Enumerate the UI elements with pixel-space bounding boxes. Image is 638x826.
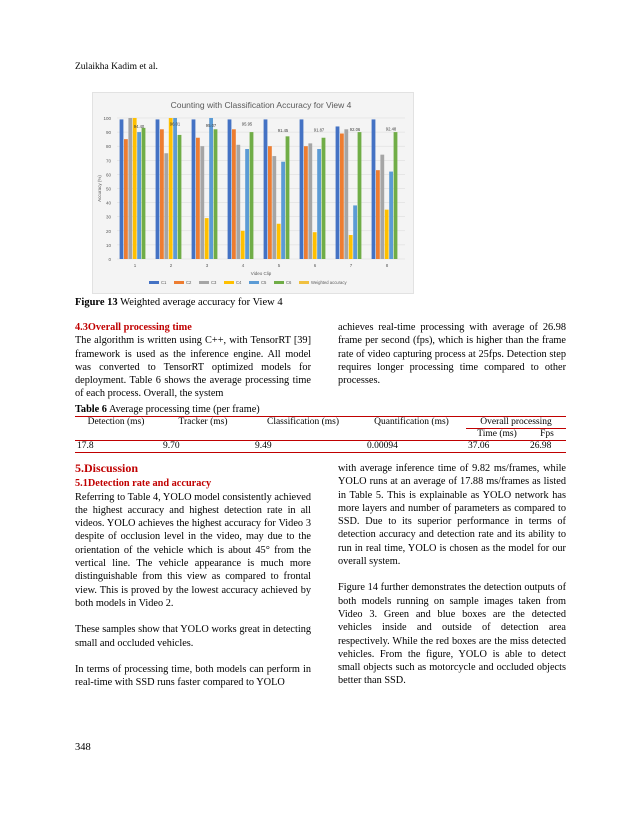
data-label: 94.40 <box>133 123 145 129</box>
bar-chart <box>93 93 413 293</box>
y-tick-label: 80 <box>105 144 111 150</box>
y-tick-label: 60 <box>105 172 111 178</box>
bar-c3 <box>200 146 204 259</box>
x-tick-label: 8 <box>385 263 389 268</box>
y-tick-label: 50 <box>105 186 111 192</box>
data-label: 95.95 <box>241 121 253 127</box>
bar-c2 <box>304 146 308 259</box>
legend-swatch <box>199 281 209 284</box>
bar-c3 <box>236 145 240 259</box>
y-tick-label: 30 <box>105 214 111 220</box>
bar-c3 <box>344 129 348 259</box>
y-tick-label: 40 <box>105 200 111 206</box>
paragraph: These samples show that YOLO works great in detecting small and occluded vehicles. <box>75 624 311 649</box>
legend-swatch <box>299 281 309 284</box>
bar-c2 <box>340 134 344 259</box>
bar-c1 <box>120 119 124 259</box>
bar-c5 <box>389 172 393 259</box>
legend-label: C6 <box>286 280 292 285</box>
bar-c6 <box>394 132 398 259</box>
bar-c4 <box>133 118 137 259</box>
bar-c2 <box>268 146 272 259</box>
legend-swatch <box>274 281 284 284</box>
y-tick-label: 0 <box>108 257 111 262</box>
table-header: Tracker (ms) <box>178 417 228 427</box>
table-header: Detection (ms) <box>87 417 145 427</box>
bar-c3 <box>164 153 168 259</box>
table-cell: 37.06 <box>468 441 490 451</box>
bar-c3 <box>272 156 276 259</box>
y-tick-label: 20 <box>105 228 111 234</box>
running-header: Zulaikha Kadim et al. <box>75 62 158 72</box>
data-label: 91.87 <box>313 127 325 133</box>
y-axis-label: Accuracy (%) <box>97 175 102 202</box>
bar-c3 <box>128 118 132 259</box>
bar-c5 <box>173 118 177 259</box>
bar-c3 <box>380 155 384 259</box>
figure-caption <box>75 297 283 308</box>
paragraph: Referring to Table 4, YOLO model consistently achieved the highest accuracy and highest detection rate in all videos. YOLO achieves the highest accuracy for Video 3 despite of occlusion level in the video, may due to the orientation of the vehicle which is about 45° from the vertical line. The vehicle appearance is much more distinguishable from this view as compared to frontal view. This is proved by the lowest accuracy achieved by both models in Video 2. <box>75 491 311 609</box>
data-label: 92.48 <box>385 126 397 132</box>
bar-c1 <box>228 119 232 259</box>
x-tick-label: 6 <box>313 263 317 268</box>
data-label: 95.07 <box>205 122 217 128</box>
paragraph: The algorithm is written using C++, with TensorRT [39] framework is used as the inference engine. All model was converted to TensorRT optimized models for deployment. Table 6 shows the average processing time of each process. Overall, the system <box>75 335 311 400</box>
paragraph: with average inference time of 9.82 ms/frames, while YOLO runs at an average of 17.88 ms/frames as listed in Table 5. This is explainable as YOLO network has more layers and number of parameters as compared to SSD. Due to its superior performance in terms of detection accuracy and detection rate and its ability to run in real time, YOLO is chosen as the model for our overall system. <box>338 463 566 568</box>
table-cell: 9.70 <box>163 441 180 451</box>
x-tick-label: 3 <box>205 263 209 268</box>
y-tick-label: 90 <box>105 130 111 136</box>
section-4-3-left <box>75 321 311 401</box>
bar-c6 <box>358 132 362 259</box>
legend-label: C3 <box>211 280 217 285</box>
bar-c1 <box>300 119 304 259</box>
paragraph: In terms of processing time, both models can perform in real-time with SSD runs faster compared to YOLO <box>75 663 311 689</box>
legend-swatch <box>249 281 259 284</box>
x-tick-label: 1 <box>133 263 137 268</box>
bar-c4 <box>277 224 281 259</box>
bar-c4 <box>241 231 245 259</box>
bar-c5 <box>209 118 213 259</box>
bar-c5 <box>317 149 321 259</box>
legend-label: Weighted accuracy <box>311 280 347 285</box>
table-caption <box>75 404 260 415</box>
processing-time-table <box>75 416 566 453</box>
bar-c4 <box>349 235 353 259</box>
section-5-left <box>75 462 311 689</box>
x-tick-label: 2 <box>169 263 173 268</box>
y-tick-label: 10 <box>105 242 111 248</box>
data-label: 96.01 <box>169 121 181 127</box>
x-tick-label: 7 <box>349 263 353 268</box>
figure-caption-text: Weighted average accuracy for View 4 <box>117 297 283 308</box>
bar-c6 <box>286 136 290 259</box>
table-cell: 0.00094 <box>367 441 398 451</box>
bar-c5 <box>245 149 249 259</box>
table-cell: 26.98 <box>530 441 552 451</box>
bar-c6 <box>142 128 146 259</box>
bar-c2 <box>376 170 380 259</box>
bar-c2 <box>160 129 164 259</box>
table-cell: 9.49 <box>255 441 272 451</box>
bar-c5 <box>353 205 357 259</box>
legend-label: C1 <box>161 280 167 285</box>
section-4-3-right <box>338 321 566 387</box>
legend-swatch <box>149 281 159 284</box>
bar-c6 <box>214 129 218 259</box>
bar-c1 <box>192 119 196 259</box>
section-5-right <box>338 462 566 688</box>
legend-swatch <box>224 281 234 284</box>
bar-c2 <box>196 138 200 259</box>
table-header: Classification (ms) <box>266 417 340 427</box>
x-axis-label: Video Clip <box>250 271 272 276</box>
bar-c6 <box>250 132 254 259</box>
legend-label: C2 <box>186 280 192 285</box>
bar-c1 <box>264 119 268 259</box>
section-heading: 4.3Overall processing time <box>75 322 192 333</box>
table-subheader: Fps <box>540 429 554 439</box>
data-label: 91.45 <box>277 128 289 134</box>
bar-c4 <box>169 118 173 259</box>
table-caption-text: Average processing time (per frame) <box>106 404 260 415</box>
table-header: Quantification (ms) <box>374 417 449 427</box>
paragraph: achieves real-time processing with average of 26.98 frame per second (fps), which is higher than the frame rate of video capturing process at 25fps. Detection step requires longer processing time compared to other processes. <box>338 322 566 387</box>
y-tick-label: 70 <box>105 158 111 164</box>
x-tick-label: 4 <box>241 263 245 268</box>
bar-c5 <box>281 162 285 259</box>
bar-c6 <box>322 138 326 259</box>
bar-c2 <box>124 139 128 259</box>
table-label: Table 6 <box>75 404 107 415</box>
y-tick-label: 100 <box>103 116 111 121</box>
bar-c1 <box>372 119 376 259</box>
bar-c4 <box>205 218 209 259</box>
x-tick-label: 5 <box>277 263 281 268</box>
subsection-heading: 5.1Detection rate and accuracy <box>75 478 212 490</box>
legend-swatch <box>174 281 184 284</box>
figure-label: Figure 13 <box>75 297 118 308</box>
table-header: Overall processing <box>466 417 566 429</box>
bar-c4 <box>313 232 317 259</box>
bar-c2 <box>232 129 236 259</box>
chart-figure <box>92 92 414 294</box>
data-label: 92.06 <box>349 127 361 133</box>
bar-c1 <box>156 119 160 259</box>
legend-label: C5 <box>261 280 267 285</box>
table-subheader: Time (ms) <box>477 429 517 439</box>
legend-label: C4 <box>236 280 242 285</box>
bar-c3 <box>308 143 312 259</box>
table-cell: 17.8 <box>77 441 94 451</box>
bar-c4 <box>385 210 389 259</box>
bar-c5 <box>137 132 141 259</box>
paragraph: Figure 14 further demonstrates the detection outputs of both models running on sample images taken from Video 3. Green and blue boxes are the detected vehicles inside and outside of detection area respectively. While the red boxes are the miss detected vehicles. From the figure, YOLO is able to detect small objects such as motorcycle and occluded objects better than SSD. <box>338 582 566 687</box>
section-heading: 5.Discussion <box>75 461 139 475</box>
chart-title: Counting with Classification Accuracy for View 4 <box>170 100 352 110</box>
bar-c6 <box>178 135 182 259</box>
bar-c1 <box>336 126 340 259</box>
page-number: 348 <box>75 742 91 753</box>
